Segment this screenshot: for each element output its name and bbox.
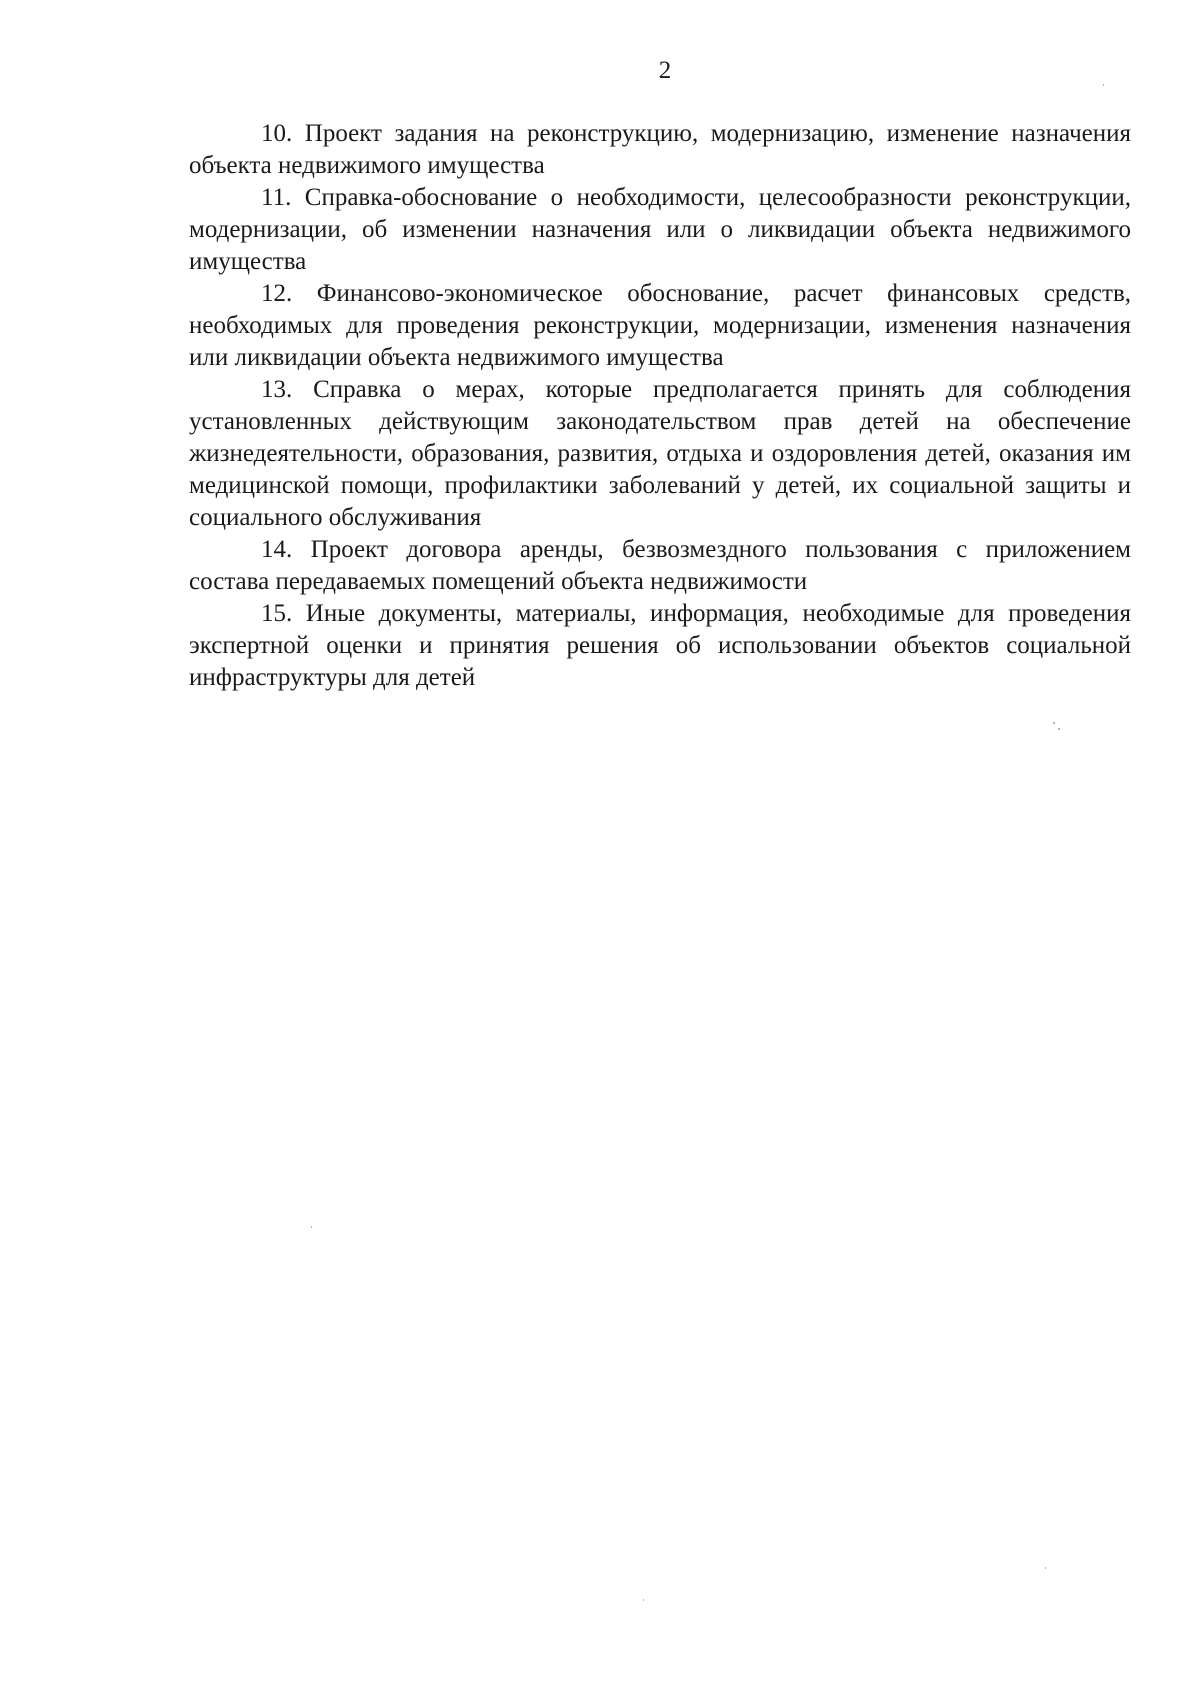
scan-speck <box>643 1599 644 1601</box>
list-item: 12. Финансово-экономическое обоснование, расчет финансовых средств, необходимых для проведения реконструкции, модернизации, изменения назначения или ликвидации объекта недвижимого имущества <box>189 280 1131 371</box>
scan-speck <box>1103 84 1104 86</box>
scan-speck <box>1053 722 1055 724</box>
scan-speck <box>1045 1567 1046 1569</box>
list-item: 10. Проект задания на реконструкцию, модернизацию, изменение назначения объекта недвижимого имущества <box>189 120 1131 179</box>
scan-speck <box>311 1226 312 1228</box>
scan-speck <box>1058 728 1060 730</box>
page-number: 2 <box>658 57 672 84</box>
document-list <box>189 118 1131 694</box>
list-item: 11. Справка-обоснование о необходимости, целесообразности реконструкции, модернизации, об изменении назначения или о ликвидации объекта недвижимого имущества <box>189 184 1131 275</box>
list-item: 13. Справка о мерах, которые предполагается принять для соблюдения установленных действующим законодательством прав детей на обеспечение жизнедеятельности, образования, развития, отдыха и оздоровления детей, оказания им медицинской помощи, профилактики заболеваний у детей, их социальной защиты и социального обслуживания <box>189 376 1131 531</box>
list-item: 14. Проект договора аренды, безвозмездного пользования с приложением состава передаваемых помещений объекта недвижимости <box>189 536 1131 595</box>
list-item: 15. Иные документы, материалы, информация, необходимые для проведения экспертной оценки и принятия решения об использовании объектов социальной инфраструктуры для детей <box>189 600 1131 691</box>
